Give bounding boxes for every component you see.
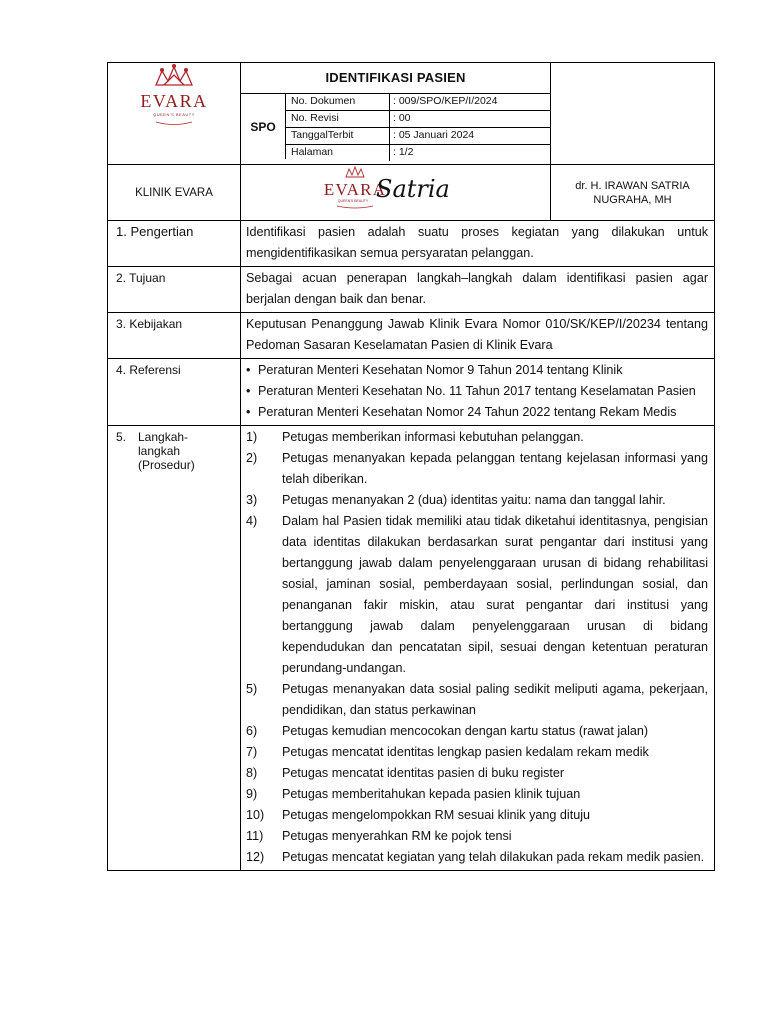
list-item: 5) Petugas menanyakan data sosial paling sedikit meliputi agama, pekerjaan, pendidikan, dan status perkawinan (246, 682, 709, 717)
section-list-langkah (241, 426, 715, 871)
list-item: 2) Petugas menanyakan kepada pelanggan tentang kejelasan informasi yang telah diberikan. (246, 451, 709, 486)
section-label-tujuan: 2. Tujuan (108, 267, 241, 313)
title-cell (241, 63, 551, 165)
list-item: 1) Petugas memberikan informasi kebutuhan pelanggan. (246, 430, 584, 444)
section-label-pengertian: 1. Pengertian (108, 221, 241, 267)
brand-tagline: QUEEN'S BEAUTY (153, 112, 195, 117)
spo-document (107, 62, 714, 871)
section-label-kebijakan: 3. Kebijakan (108, 313, 241, 359)
section-list-referensi (241, 359, 715, 426)
doctor-name: dr. H. IRAWAN SATRIA NUGRAHA, MH (551, 165, 715, 221)
list-item: 6) Petugas kemudian mencocokan dengan kartu status (rawat jalan) (246, 724, 649, 738)
brand-wordmark: EVARA (140, 91, 208, 111)
blank-cell (551, 63, 715, 165)
section-text-kebijakan: Keputusan Penanggung Jawab Klinik Evara Nomor 010/SK/KEP/I/20234 tentang Pedoman Sasaran Keselamatan Pasien di Klinik Evara (241, 313, 715, 359)
meta-row-tanggal: TanggalTerbit : 05 Januari 2024 (286, 128, 550, 145)
list-item: • Peraturan Menteri Kesehatan Nomor 9 Tahun 2014 tentang Klinik (246, 363, 623, 377)
document-title: IDENTIFIKASI PASIEN (241, 63, 550, 94)
stamp-wordmark: EVARA (323, 180, 387, 199)
list-item: 7) Petugas mencatat identitas lengkap pasien kedalam rekam medik (246, 745, 649, 759)
section-text-pengertian: Identifikasi pasien adalah suatu proses kegiatan yang dilakukan untuk mengidentifikasikan semua persyaratan pelanggan. (241, 221, 715, 267)
spo-label: SPO (241, 94, 286, 159)
section-text-tujuan: Sebagai acuan penerapan langkah–langkah dalam identifikasi pasien agar berjalan dengan baik dan benar. (241, 267, 715, 313)
meta-row-halaman: Halaman : 1/2 (286, 145, 550, 161)
crown-icon (156, 65, 192, 85)
meta-row-dokumen: No. Dokumen : 009/SPO/KEP/I/2024 (286, 94, 550, 111)
document-meta (286, 94, 550, 159)
list-item: 3) Petugas menanyakan 2 (dua) identitas yaitu: nama dan tanggal lahir. (246, 493, 666, 507)
logo-cell (108, 63, 241, 165)
meta-row-revisi: No. Revisi : 00 (286, 111, 550, 128)
signature-stamp (241, 165, 551, 215)
spo-table (107, 62, 715, 871)
list-item: 8) Petugas mencatat identitas pasien di buku register (246, 766, 565, 780)
list-item: 10) Petugas mengelompokkan RM sesuai klinik yang dituju (246, 808, 591, 822)
evara-logo (108, 63, 241, 159)
section-label-langkah: 5. Langkah- langkah (Prosedur) (108, 426, 241, 871)
list-item: 9) Petugas memberitahukan kepada pasien klinik tujuan (246, 787, 581, 801)
list-item: 11) Petugas menyerahkan RM ke pojok tensi (246, 829, 512, 843)
stamp-tagline: QUEEN'S BEAUTY (337, 199, 369, 203)
list-item: 12) Petugas mencatat kegiatan yang telah dilakukan pada rekam medik pasien. (246, 850, 705, 864)
klinik-name: KLINIK EVARA (108, 165, 241, 221)
list-item: 4) Dalam hal Pasien tidak memiliki atau tidak diketahui identitasnya, pengisian data identitas dilakukan berdasarkan surat pengantar dari institusi yang bertanggung jawab dalam penyelenggaraan urusan di bidang rehabilitasi sosial, jaminan sosial, pemberdayaan sosial, perlindungan sosial, dan penanganan fakir miskin, atau surat pengantar dari institusi yang bertanggung jawab dalam penyelenggaraan urusan di bidang kependudukan dan pencatatan sipil, sesuai dengan ketentuan peraturan perundang-undangan. (246, 514, 709, 675)
list-item: • Peraturan Menteri Kesehatan No. 11 Tahun 2017 tentang Keselamatan Pasien (246, 384, 696, 398)
section-label-referensi: 4. Referensi (108, 359, 241, 426)
signature: Satria (376, 175, 450, 203)
list-item: • Peraturan Menteri Kesehatan Nomor 24 Tahun 2022 tentang Rekam Medis (246, 405, 677, 419)
signature-cell (241, 165, 551, 221)
